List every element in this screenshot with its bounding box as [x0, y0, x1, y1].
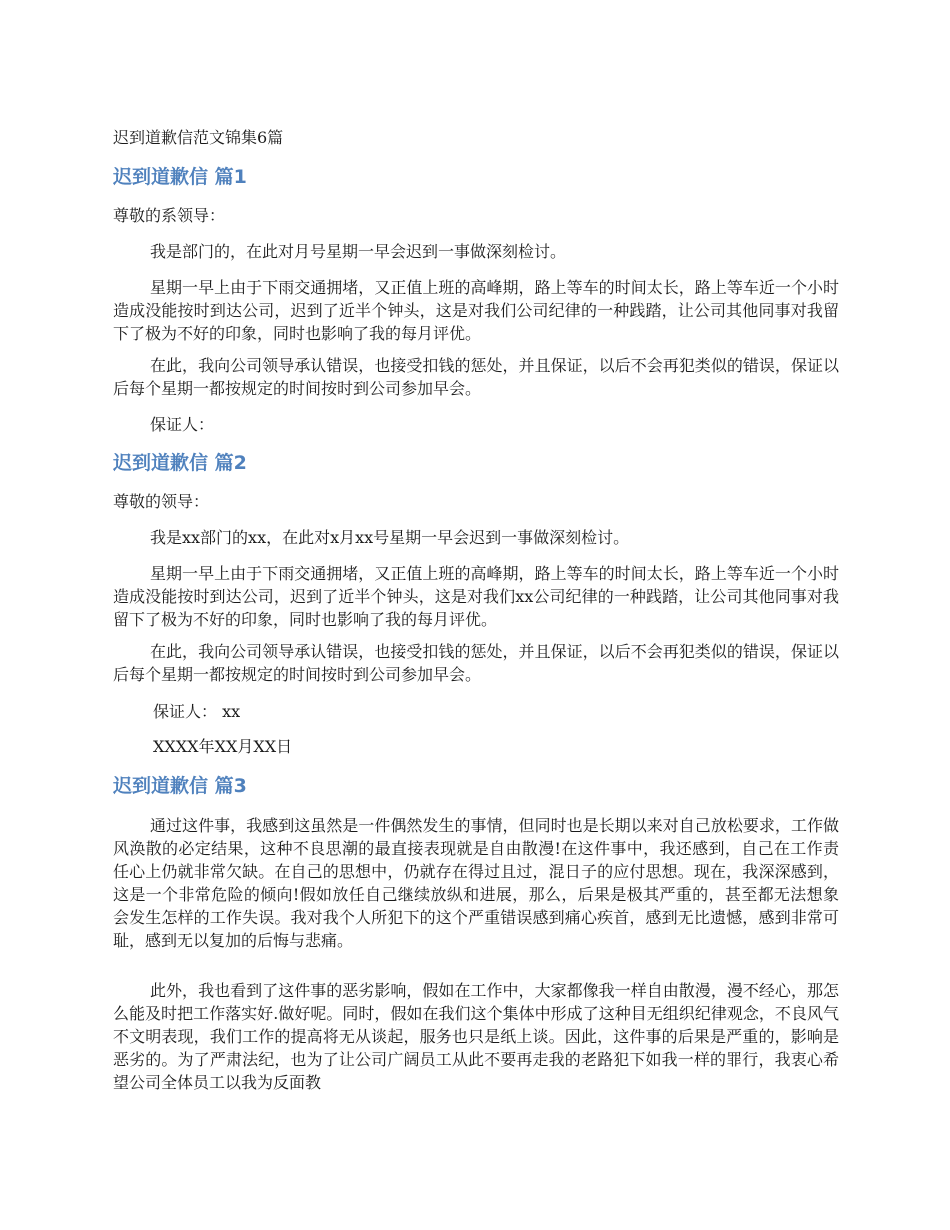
section-1-paragraph-1: 我是部门的，在此对月号星期一早会迟到一事做深刻检讨。 — [150, 242, 567, 261]
section-1-paragraph-3: 在此，我向公司领导承认错误，也接受扣钱的惩处，并且保证，以后不会再犯类似的错误，保证以后每个星期一都按规定的时间按时到公司参加早会。 — [113, 356, 839, 398]
section-3-heading: 迟到道歉信 篇3 — [113, 775, 247, 797]
section-2-signature: 保证人： xx — [153, 702, 241, 721]
document-title: 迟到道歉信范文锦集6篇 — [113, 128, 284, 147]
section-1-signature: 保证人： — [150, 415, 215, 434]
section-1-heading: 迟到道歉信 篇1 — [113, 166, 247, 188]
section-2-paragraph-3: 在此，我向公司领导承认错误，也接受扣钱的惩处，并且保证，以后不会再犯类似的错误，保证以后每个星期一都按规定的时间按时到公司参加早会。 — [113, 642, 839, 684]
section-2-salutation: 尊敬的领导： — [113, 492, 210, 511]
section-2-date: XXXX年XX月XX日 — [153, 737, 293, 756]
section-2-heading: 迟到道歉信 篇2 — [113, 452, 247, 474]
section-1-salutation: 尊敬的系领导： — [113, 206, 226, 225]
section-3-paragraph-2: 此外，我也看到了这件事的恶劣影响，假如在工作中，大家都像我一样自由散漫，漫不经心，那怎么能及时把工作落实好.做好呢。同时，假如在我们这个集体中形成了这种目无组织纪律观念，不良风气 不文明表现，我们工作的提高将无从谈起，服务也只是纸上谈。因此，这件事的后果是严重的，影响是恶劣的。为了严肃法纪，也为了让公司广阔员工从此不要再走我的老路犯下如我一样的罪行，我衷心希望公司全体员工以我为反面教 — [113, 981, 839, 1092]
section-3-paragraph-1: 通过这件事，我感到这虽然是一件偶然发生的事情，但同时也是长期以来对自己放松要求，工作做风涣散的必定结果，这种不良思潮的最直接表现就是自由散漫!在这件事中，我还感到，自己在工作责任心上仍就非常欠缺。在自己的思想中，仍就存在得过且过，混日子的应付思想。现在，我深深感到，这是一个非常危险的倾向!假如放任自己继续放纵和进展，那么，后果是极其严重的，甚至都无法想象会发生怎样的工作失误。我对我个人所犯下的这个严重错误感到痛心疾首，感到无比遗憾，感到非常可耻，感到无以复加的后悔与悲痛。 — [113, 816, 839, 950]
section-2-paragraph-2: 星期一早上由于下雨交通拥堵，又正值上班的高峰期，路上等车的时间太长，路上等车近一个小时造成没能按时到达公司，迟到了近半个钟头，这是对我们xx公司纪律的一种践踏，让公司其他同事对我留下了极为不好的印象，同时也影响了我的每月评优。 — [113, 564, 839, 629]
section-2-paragraph-1: 我是xx部门的xx，在此对x月xx号星期一早会迟到一事做深刻检讨。 — [150, 528, 630, 547]
section-1-paragraph-2: 星期一早上由于下雨交通拥堵，又正值上班的高峰期，路上等车的时间太长，路上等车近一个小时造成没能按时到达公司，迟到了近半个钟头，这是对我们公司纪律的一种践踏，让公司其他同事对我留下了极为不好的印象，同时也影响了我的每月评优。 — [113, 278, 839, 343]
